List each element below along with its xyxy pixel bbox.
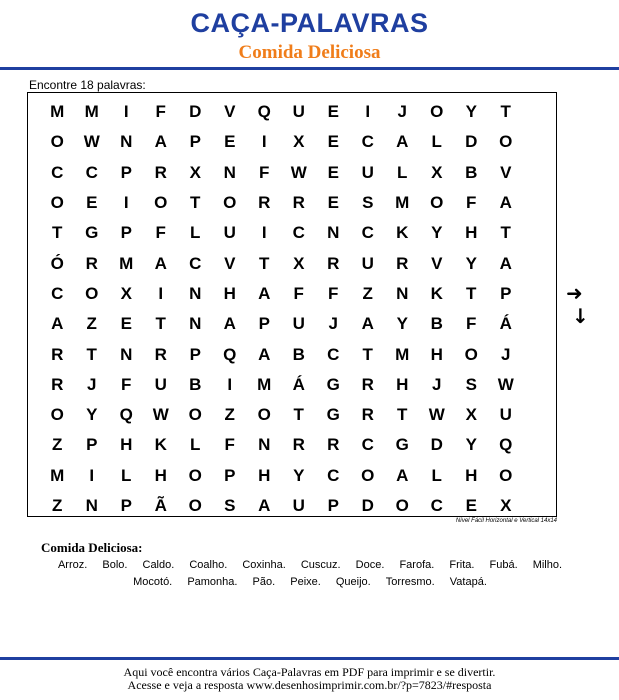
grid-cell: N (396, 283, 409, 303)
word-list-item: Doce. (355, 559, 385, 571)
grid-cell: T (293, 405, 304, 425)
page-title: CAÇA-PALAVRAS (190, 8, 429, 38)
grid-cell: O (50, 132, 64, 152)
grid-cell: O (223, 193, 237, 213)
grid-cell: J (87, 374, 97, 394)
grid-cell: A (223, 314, 236, 334)
grid-cell: C (51, 283, 64, 303)
grid-cell: U (292, 314, 305, 334)
arrow-right-icon: ➜ (566, 281, 583, 305)
grid-cell: B (465, 162, 478, 182)
grid-cell: I (123, 193, 129, 213)
grid-cell: P (258, 314, 270, 334)
word-list-item: Peixe. (290, 576, 321, 588)
grid-cell: A (396, 132, 409, 152)
grid-cell: D (430, 435, 443, 455)
grid-cell: U (361, 253, 374, 273)
grid-cell: W (290, 162, 307, 182)
page-subtitle: Comida Deliciosa (238, 42, 381, 63)
word-list-item: Cuscuz. (300, 559, 341, 571)
grid-cell: O (361, 465, 375, 485)
footer-line-2: Acesse e veja a resposta www.desenhosimprimir.com.br/?p=7823/#resposta (127, 678, 492, 692)
grid-cell: N (223, 162, 236, 182)
grid-cell: K (396, 223, 409, 243)
grid-cell: C (361, 435, 374, 455)
grid-cell: Á (499, 314, 512, 334)
grid-cell: F (293, 283, 304, 303)
grid-cell: N (258, 435, 271, 455)
grid-row (40, 400, 558, 430)
grid-cell: L (190, 223, 201, 243)
grid-cell: E (327, 102, 339, 122)
grid-cell: R (396, 253, 409, 273)
grid-cell: R (327, 435, 340, 455)
grid-cell: M (119, 253, 134, 273)
word-list-item: Farofa. (399, 559, 435, 571)
grid-cell: A (396, 465, 409, 485)
word-list-item: Coalho. (189, 559, 228, 571)
grid-cell: R (361, 405, 374, 425)
grid-cell: R (258, 193, 271, 213)
grid-cell: O (188, 496, 202, 515)
grid-cell: P (120, 496, 132, 515)
grid-cell: P (327, 496, 339, 515)
grid-cell: A (258, 283, 271, 303)
grid-cell: W (497, 374, 514, 394)
grid-cell: D (465, 132, 478, 152)
grid-cell: H (154, 465, 167, 485)
grid-cell: U (223, 223, 236, 243)
top-divider (0, 67, 619, 70)
grid-row (40, 370, 558, 400)
grid-cell: P (189, 344, 201, 364)
grid-cell: J (397, 102, 407, 122)
grid-cell: M (50, 465, 65, 485)
word-list-item: Pamonha. (187, 576, 238, 588)
grid-cell: A (361, 314, 374, 334)
word-list-item: Vatapá. (449, 576, 487, 588)
grid-cell: N (327, 223, 340, 243)
grid-cell: H (120, 435, 133, 455)
grid-cell: B (430, 314, 443, 334)
grid-cell: E (327, 162, 339, 182)
grid-cell: K (430, 283, 443, 303)
grid-cell: A (51, 314, 64, 334)
grid-cell: H (396, 374, 409, 394)
grid-cell: M (84, 102, 99, 122)
word-search-grid (40, 97, 558, 521)
grid-cell: R (361, 374, 374, 394)
grid-cell: U (292, 496, 305, 515)
grid-cell: V (431, 253, 443, 273)
word-list-item: Frita. (449, 559, 475, 571)
grid-cell: T (155, 314, 166, 334)
grid-cell: Q (223, 344, 237, 364)
grid-row (40, 158, 558, 188)
grid-cell: X (120, 283, 132, 303)
grid-cell: T (362, 344, 373, 364)
footer-line-1: Aqui você encontra vários Caça-Palavras em PDF para imprimir e se divertir. (123, 665, 496, 679)
grid-row (40, 97, 558, 127)
grid-cell: X (431, 162, 443, 182)
grid-cell: F (121, 374, 132, 394)
grid-cell: Y (396, 314, 408, 334)
grid-row (40, 430, 558, 460)
grid-cell: W (83, 132, 100, 152)
bottom-divider (0, 657, 619, 660)
grid-cell: E (465, 496, 477, 515)
grid-cell: P (120, 162, 132, 182)
grid-cell: E (327, 193, 339, 213)
grid-cell: T (52, 223, 63, 243)
grid-cell: P (189, 132, 201, 152)
grid-cell: T (190, 193, 201, 213)
grid-cell: Y (465, 253, 477, 273)
grid-cell: L (190, 435, 201, 455)
grid-cell: C (292, 223, 305, 243)
grid-cell: S (362, 193, 374, 213)
grid-cell: I (158, 283, 164, 303)
grid-cell: Z (86, 314, 97, 334)
grid-row (40, 248, 558, 278)
grid-row (40, 461, 558, 491)
grid-cell: O (499, 465, 513, 485)
grid-cell: F (155, 223, 166, 243)
grid-cell: A (258, 344, 271, 364)
grid-cell: P (120, 223, 132, 243)
grid-cell: X (500, 496, 512, 515)
grid-cell: Á (292, 374, 305, 394)
grid-cell: F (328, 283, 339, 303)
grid-cell: Q (257, 102, 271, 122)
grid-cell: X (465, 405, 477, 425)
grid-row (40, 218, 558, 248)
grid-cell: O (188, 405, 202, 425)
grid-cell: B (292, 344, 305, 364)
grid-cell: J (432, 374, 442, 394)
grid-cell: U (499, 405, 512, 425)
grid-cell: J (328, 314, 338, 334)
grid-cell: P (500, 283, 512, 303)
grid-cell: H (258, 465, 271, 485)
grid-cell: X (293, 253, 305, 273)
grid-cell: Q (119, 405, 133, 425)
grid-cell: O (430, 102, 444, 122)
grid-cell: T (466, 283, 477, 303)
grid-cell: D (361, 496, 374, 515)
grid-cell: C (361, 223, 374, 243)
grid-cell: R (154, 344, 167, 364)
grid-cell: R (292, 435, 305, 455)
grid-cell: C (361, 132, 374, 152)
grid-cell: C (430, 496, 443, 515)
word-list-item: Milho. (532, 559, 563, 571)
grid-cell: Y (465, 102, 477, 122)
word-list-item: Pão. (252, 576, 276, 588)
grid-cell: N (120, 344, 133, 364)
grid-cell: O (154, 193, 168, 213)
grid-cell: A (499, 253, 512, 273)
grid-cell: W (152, 405, 169, 425)
grid-cell: S (465, 374, 477, 394)
grid-cell: P (86, 435, 98, 455)
grid-cell: L (121, 465, 132, 485)
word-list-item: Coxinha. (242, 559, 286, 571)
grid-cell: Y (431, 223, 443, 243)
word-list-title: Comida Deliciosa: (41, 540, 143, 555)
grid-cell: C (85, 162, 98, 182)
grid-cell: E (86, 193, 98, 213)
grid-cell: M (395, 344, 410, 364)
word-list-item: Caldo. (142, 559, 175, 571)
grid-cell: O (499, 132, 513, 152)
grid-cell: M (257, 374, 272, 394)
grid-cell: W (428, 405, 445, 425)
grid-cell: N (120, 132, 133, 152)
grid-cell: Y (293, 465, 305, 485)
grid-cell: R (85, 253, 98, 273)
grid-cell: M (50, 102, 65, 122)
word-search-grid-box (27, 92, 557, 517)
grid-row (40, 188, 558, 218)
grid-cell: Ó (50, 253, 64, 273)
grid-cell: N (189, 283, 202, 303)
grid-cell: I (261, 132, 267, 152)
grid-cell: X (189, 162, 201, 182)
grid-cell: N (85, 496, 98, 515)
grid-cell: I (365, 102, 371, 122)
grid-cell: F (466, 193, 477, 213)
grid-cell: T (500, 223, 511, 243)
grid-cell: K (154, 435, 167, 455)
grid-cell: U (361, 162, 374, 182)
level-note: Nível Fácil Horizontal e Vertical 14x14 (455, 518, 557, 524)
grid-cell: R (51, 374, 64, 394)
grid-cell: T (397, 405, 408, 425)
grid-cell: F (224, 435, 235, 455)
grid-row (40, 279, 558, 309)
word-list-item: Queijo. (335, 576, 371, 588)
grid-cell: Q (499, 435, 513, 455)
grid-cell: O (395, 496, 409, 515)
grid-cell: O (50, 405, 64, 425)
grid-cell: H (465, 465, 478, 485)
grid-cell: O (257, 405, 271, 425)
grid-cell: J (501, 344, 511, 364)
grid-cell: V (500, 162, 512, 182)
grid-cell: D (189, 102, 202, 122)
grid-cell: Z (224, 405, 235, 425)
grid-cell: E (120, 314, 132, 334)
grid-cell: R (51, 344, 64, 364)
footer (0, 666, 619, 692)
grid-cell: U (154, 374, 167, 394)
grid-cell: E (224, 132, 236, 152)
grid-cell: G (326, 374, 340, 394)
grid-cell: A (154, 132, 167, 152)
word-list-item: Bolo. (102, 559, 128, 571)
grid-cell: G (85, 223, 99, 243)
grid-cell: O (85, 283, 99, 303)
grid-cell: Z (52, 435, 63, 455)
grid-cell: R (327, 253, 340, 273)
grid-cell: H (465, 223, 478, 243)
word-list-item: Fubá. (489, 559, 518, 571)
grid-row (40, 127, 558, 157)
grid-cell: E (327, 132, 339, 152)
grid-cell: I (89, 465, 95, 485)
grid-cell: O (464, 344, 478, 364)
grid-cell: I (227, 374, 233, 394)
grid-cell: R (292, 193, 305, 213)
grid-cell: L (397, 162, 408, 182)
grid-cell: A (154, 253, 167, 273)
grid-cell: V (224, 102, 236, 122)
grid-cell: Z (52, 496, 63, 515)
grid-cell: O (430, 193, 444, 213)
instruction-text: Encontre 18 palavras: (29, 78, 146, 92)
grid-cell: A (258, 496, 271, 515)
grid-row (40, 339, 558, 369)
grid-row (40, 309, 558, 339)
grid-cell: F (466, 314, 477, 334)
grid-cell: L (431, 132, 442, 152)
grid-cell: U (292, 102, 305, 122)
grid-cell: Z (362, 283, 373, 303)
word-list-item: Torresmo. (385, 576, 435, 588)
grid-cell: Ã (154, 496, 167, 515)
grid-cell: R (154, 162, 167, 182)
grid-cell: T (86, 344, 97, 364)
grid-cell: G (395, 435, 409, 455)
grid-cell: T (259, 253, 270, 273)
grid-cell: L (431, 465, 442, 485)
grid-cell: B (189, 374, 202, 394)
grid-cell: V (224, 253, 236, 273)
word-list (40, 557, 580, 591)
grid-cell: F (155, 102, 166, 122)
grid-cell: O (50, 193, 64, 213)
grid-cell: X (293, 132, 305, 152)
grid-cell: Y (86, 405, 98, 425)
grid-cell: C (327, 344, 340, 364)
grid-cell: I (123, 102, 129, 122)
grid-cell: C (189, 253, 202, 273)
grid-cell: S (224, 496, 236, 515)
grid-cell: T (500, 102, 511, 122)
grid-row (40, 491, 558, 521)
grid-cell: F (259, 162, 270, 182)
word-list-item: Arroz. (57, 559, 88, 571)
grid-cell: Y (465, 435, 477, 455)
grid-cell: I (261, 223, 267, 243)
grid-cell: A (499, 193, 512, 213)
grid-cell: O (188, 465, 202, 485)
grid-cell: M (395, 193, 410, 213)
grid-cell: H (223, 283, 236, 303)
word-list-item: Mocotó. (133, 576, 173, 588)
grid-cell: C (327, 465, 340, 485)
grid-cell: H (430, 344, 443, 364)
grid-cell: N (189, 314, 202, 334)
grid-cell: G (326, 405, 340, 425)
grid-cell: P (224, 465, 236, 485)
grid-cell: C (51, 162, 64, 182)
arrow-down-icon: ↓ (572, 304, 589, 328)
